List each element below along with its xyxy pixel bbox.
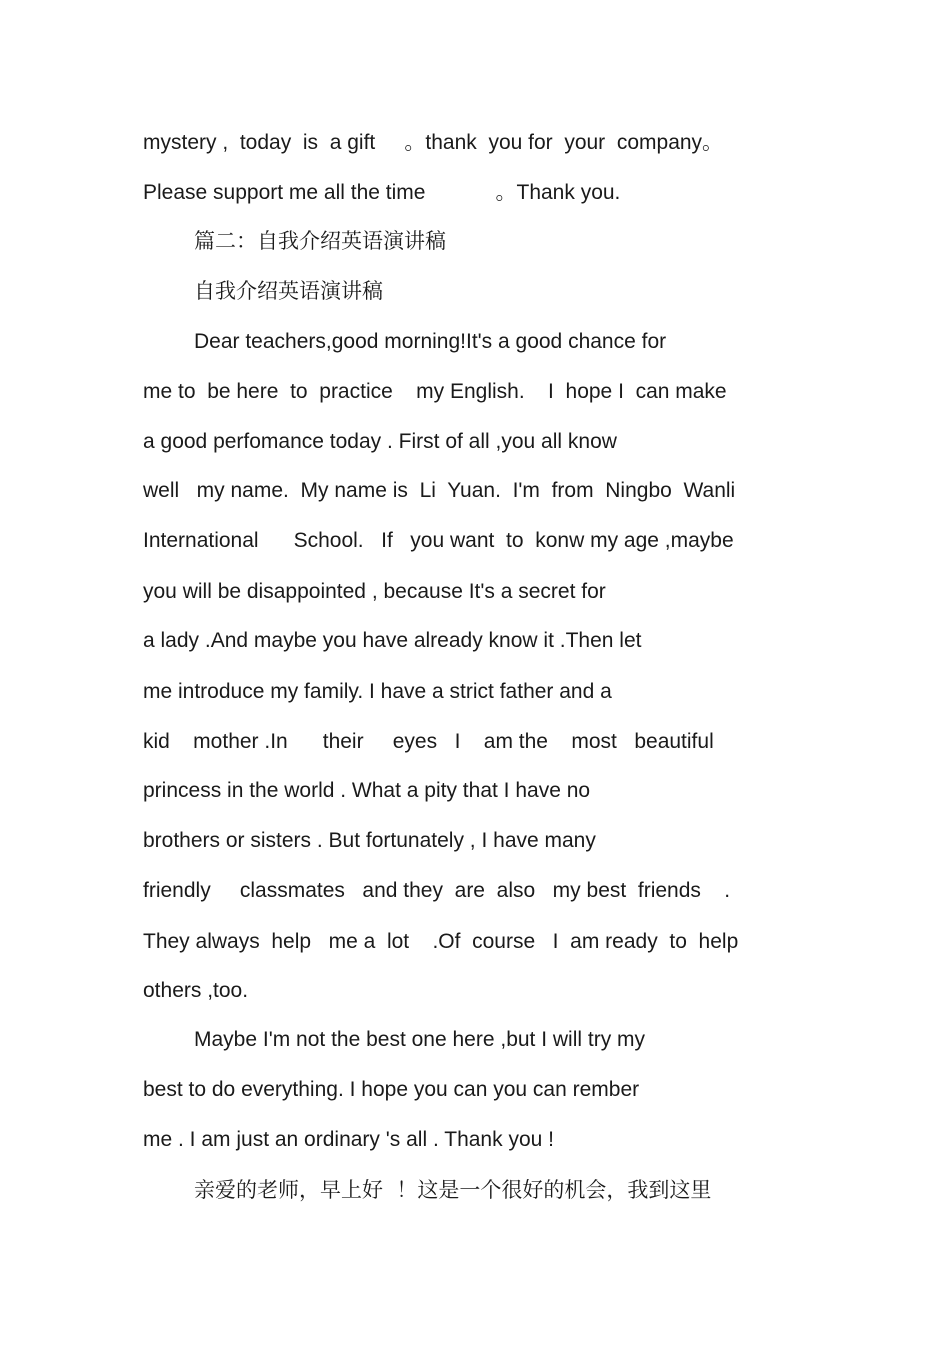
text-line-21: me . I am just an ordinary 's all . Thank you ! bbox=[143, 1128, 554, 1151]
document-title: 自我介绍英语演讲稿 bbox=[194, 279, 383, 303]
text-line-8: well my name. My name is Li Yuan. I'm from Ningbo Wanli bbox=[143, 479, 736, 502]
text-line-5: Dear teachers,good morning!It's a good chance for bbox=[194, 330, 667, 353]
text-line-1: mystery , today is a gift 。thank you for your company。 bbox=[143, 131, 724, 154]
text-line-2: Please support me all the time 。Thank you. bbox=[143, 181, 621, 204]
text-line-7: a good perfomance today . First of all ,you all know bbox=[143, 430, 617, 453]
text-line-22: 亲爱的老师，早上好 ！这是一个很好的机会，我到这里 bbox=[194, 1178, 712, 1202]
text-line-18: others ,too. bbox=[143, 979, 249, 1002]
text-line-19: Maybe I'm not the best one here ,but I will try my bbox=[194, 1028, 646, 1051]
text-line-13: kid mother .In their eyes I am the most beautiful bbox=[143, 730, 714, 753]
text-line-15: brothers or sisters . But fortunately , I have many bbox=[143, 829, 596, 852]
text-line-12: me introduce my family. I have a strict father and a bbox=[143, 680, 612, 703]
text-line-20: best to do everything. I hope you can you can rember bbox=[143, 1078, 640, 1101]
text-line-9: International School. If you want to konw my age ,maybe bbox=[143, 529, 734, 552]
text-line-16: friendly classmates and they are also my best friends . bbox=[143, 879, 731, 902]
text-line-11: a lady .And maybe you have already know it .Then let bbox=[143, 629, 642, 652]
section-heading: 篇二：自我介绍英语演讲稿 bbox=[194, 229, 446, 253]
text-line-6: me to be here to practice my English. I hope I can make bbox=[143, 380, 727, 403]
text-line-10: you will be disappointed , because It's a secret for bbox=[143, 580, 606, 603]
text-line-17: They always help me a lot .Of course I am ready to help bbox=[143, 930, 739, 953]
text-line-14: princess in the world . What a pity that I have no bbox=[143, 779, 591, 802]
